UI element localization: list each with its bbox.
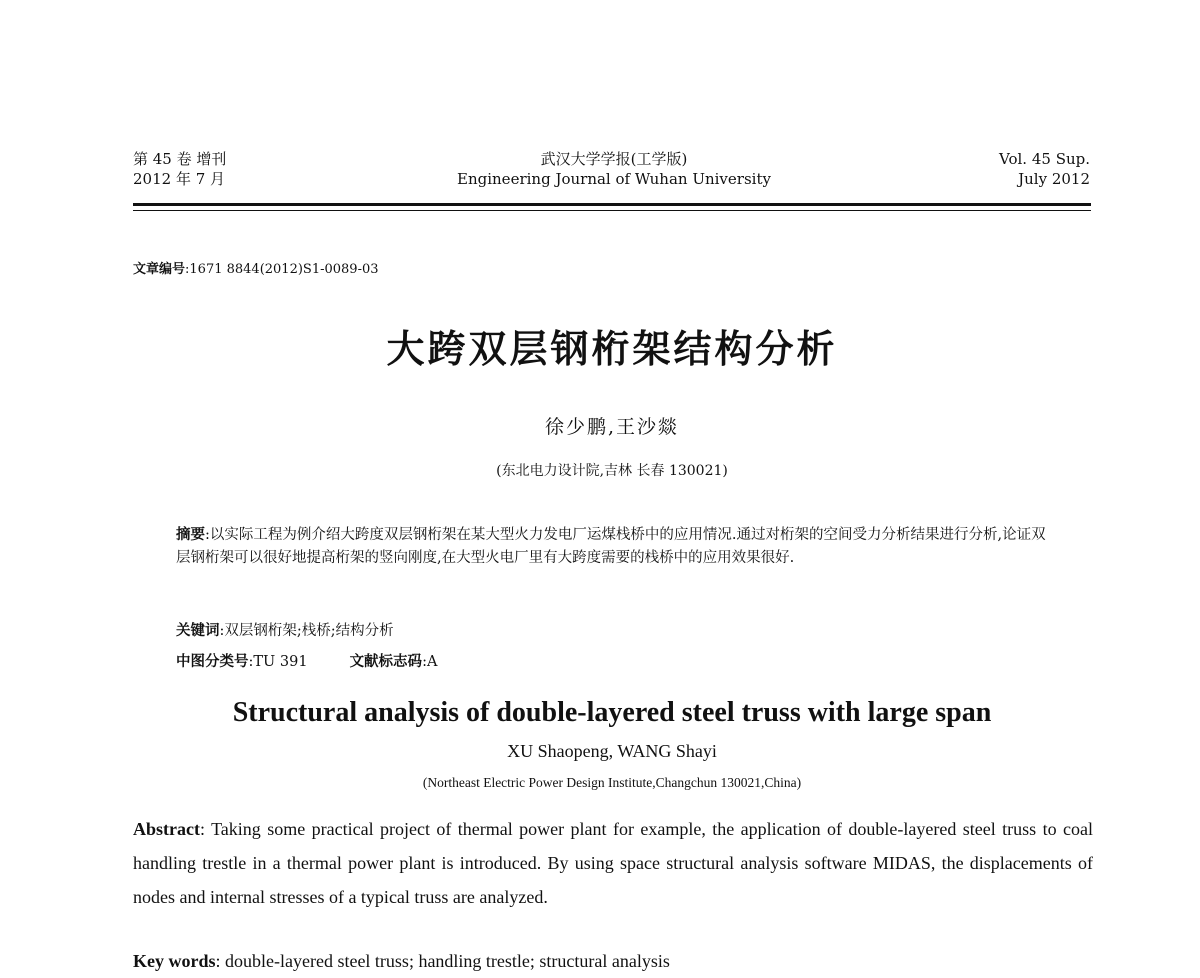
keywords-english-text: : double-layered steel truss; handling trestle; structural analysis [215,951,670,971]
abstract-chinese [176,524,1056,570]
header-journal-name [380,149,848,189]
clc-value: :TU 391 [248,654,308,670]
authors-chinese: 徐少鹏,王沙燚 [544,416,680,438]
keywords-chinese-label: 关键词 [176,623,220,639]
header-rule-thick [133,203,1091,206]
journal-name-en: Engineering Journal of Wuhan University [457,170,771,188]
title-chinese: 大跨双层钢桁架结构分析 [386,327,838,371]
classification-chinese [176,651,1056,674]
keywords-chinese-text: :双层钢桁架;栈桥;结构分析 [219,623,394,639]
abstract-english-label: Abstract [133,819,200,839]
affiliation-chinese: (东北电力设计院,吉林 长春 130021) [496,463,728,479]
abstract-english-text: : Taking some practical project of thermal power plant for example, the application of double-layered steel truss to coal handling trestle in a thermal power plant is introduced. By using space structural analysis software MIDAS, the displacements of nodes and internal stresses of a typical truss are analyzed. [133,819,1093,907]
header-date-cn: 2012 年 7 月 [133,170,226,188]
keywords-chinese [176,620,1056,643]
abstract-english [133,812,1093,914]
affiliation-english: (Northeast Electric Power Design Institute,Changchun 130021,China) [422,775,802,790]
keywords-english [133,944,1091,978]
header-volume: 第 45 卷 增刊 [133,150,227,168]
header-date-en: July 2012 [1018,170,1090,188]
abstract-chinese-text: :以实际工程为例介绍大跨度双层钢桁架在某大型火力发电厂运煤栈桥中的应用情况.通过对桁架的空间受力分析结果进行分析,论证双层钢桁架可以很好地提高桁架的竖向刚度,在大型火电厂里有大跨度需要的栈桥中的应用效果很好. [176,527,1046,566]
header-volume-info [133,149,226,189]
clc-label: 中图分类号 [176,654,249,670]
authors-english: XU Shaopeng, WANG Shayi [507,741,717,761]
header-rule-thin [133,210,1091,211]
doc-code-value: :A [422,654,438,670]
article-number-value: :1671 8844(2012)S1-0089-03 [185,262,379,277]
journal-name-cn: 武汉大学学报(工学版) [540,150,688,168]
header-volume-en: Vol. 45 Sup. [999,150,1090,168]
title-english: Structural analysis of double-layered steel truss with large span [232,697,992,728]
keywords-english-label: Key words [133,951,216,971]
header-volume-info-en [999,149,1090,189]
doc-code-label: 文献标志码 [349,654,423,670]
article-number-label: 文章编号 [133,262,186,277]
abstract-chinese-label: 摘要 [176,527,205,543]
article-number [133,261,379,279]
